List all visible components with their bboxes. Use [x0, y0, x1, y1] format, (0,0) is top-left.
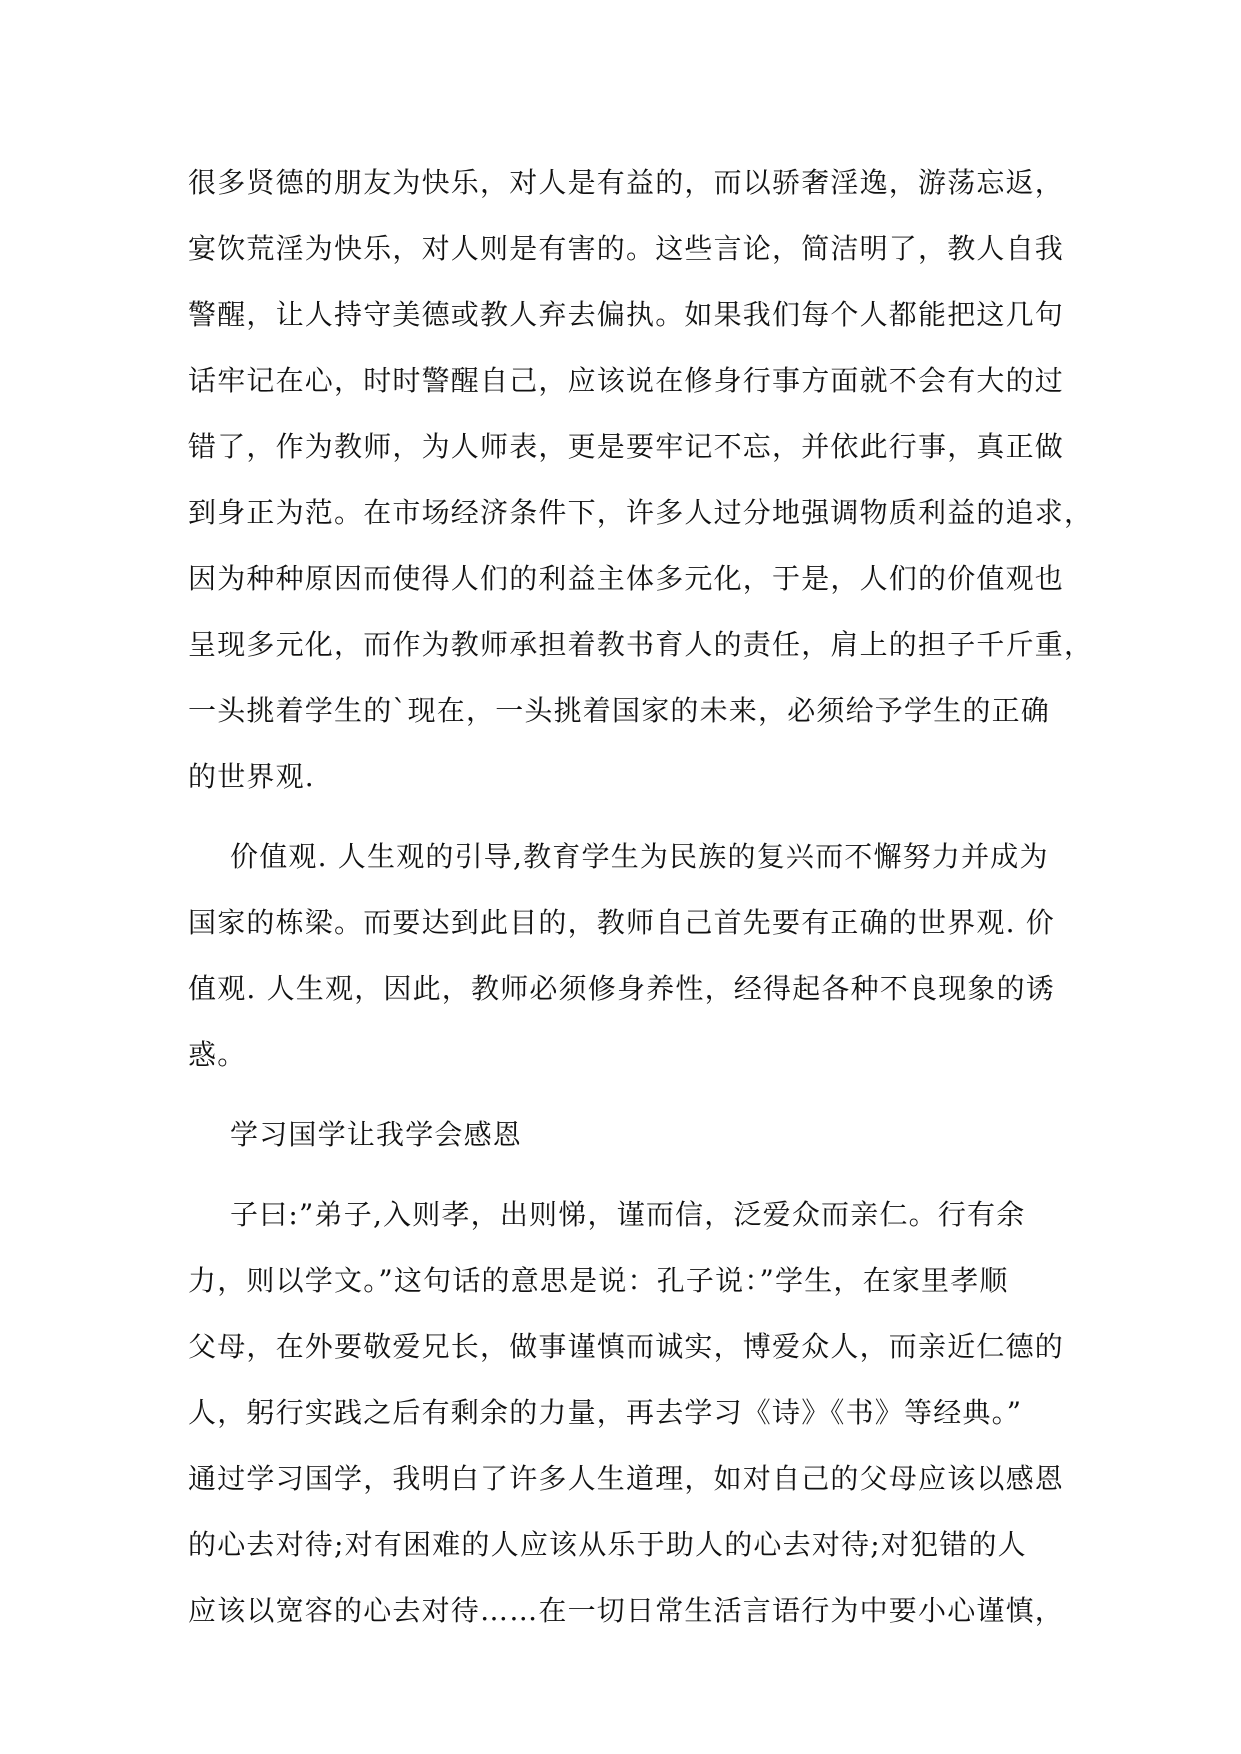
paragraph-line: 价值观. 人生观的引导,教育学生为民族的复兴而不懈努力并成为 — [230, 840, 1049, 873]
paragraph-line: 呈现多元化，而作为教师承担着教书育人的责任，肩上的担子千斤重， — [188, 628, 1094, 661]
paragraph-line: 宴饮荒淫为快乐，对人则是有害的。这些言论，简洁明了，教人自我 — [188, 232, 1065, 265]
paragraph-line: 很多贤德的朋友为快乐，对人是有益的，而以骄奢淫逸，游荡忘返， — [188, 166, 1065, 199]
paragraph-line: 话牢记在心，时时警醒自己，应该说在修身行事方面就不会有大的过 — [188, 364, 1065, 397]
paragraph-line: 惑。 — [188, 1038, 247, 1071]
paragraph-line: 到身正为范。在市场经济条件下，许多人过分地强调物质利益的追求， — [188, 496, 1094, 529]
paragraph-line: 一头挑着学生的`现在，一头挑着国家的未来，必须给予学生的正确 — [188, 694, 1051, 727]
document-body — [188, 150, 1094, 1644]
paragraph-line: 的心去对待;对有困难的人应该从乐于助人的心去对待;对犯错的人 — [188, 1528, 1027, 1561]
paragraph-2 — [188, 824, 1063, 1088]
paragraph-1 — [188, 150, 1094, 810]
paragraph-line: 国家的栋梁。而要达到此目的，教师自己首先要有正确的世界观. 价 — [188, 906, 1056, 939]
paragraph-line: 警醒，让人持守美德或教人弃去偏执。如果我们每个人都能把这几句 — [188, 298, 1065, 331]
paragraph-line: 力，则以学文。”这句话的意思是说：孔子说：”学生，在家里孝顺 — [188, 1264, 1009, 1297]
paragraph-line: 通过学习国学，我明白了许多人生道理，如对自己的父母应该以感恩 — [188, 1462, 1065, 1495]
paragraph-line: 因为种种原因而使得人们的利益主体多元化，于是，人们的价值观也 — [188, 562, 1065, 595]
paragraph-line: 错了，作为教师，为人师表，更是要牢记不忘，并依此行事，真正做 — [188, 430, 1065, 463]
paragraph-line: 人，躬行实践之后有剩余的力量，再去学习《诗》《书》等经典。” — [188, 1396, 1023, 1429]
paragraph-3 — [188, 1182, 1063, 1644]
paragraph-line: 的世界观. — [188, 760, 315, 793]
paragraph-line: 应该以宽容的心去对待……在一切日常生活言语行为中要小心谨慎， — [188, 1594, 1065, 1627]
section-heading — [188, 1102, 1063, 1168]
paragraph-line: 父母，在外要敬爱兄长，做事谨慎而诚实，博爱众人，而亲近仁德的 — [188, 1330, 1065, 1363]
heading-line: 学习国学让我学会感恩 — [230, 1118, 523, 1151]
paragraph-line: 子曰:”弟子,入则孝，出则悌，谨而信，泛爱众而亲仁。行有余 — [230, 1198, 1026, 1231]
paragraph-line: 值观. 人生观，因此，教师必须修身养性，经得起各种不良现象的诱 — [188, 972, 1056, 1005]
